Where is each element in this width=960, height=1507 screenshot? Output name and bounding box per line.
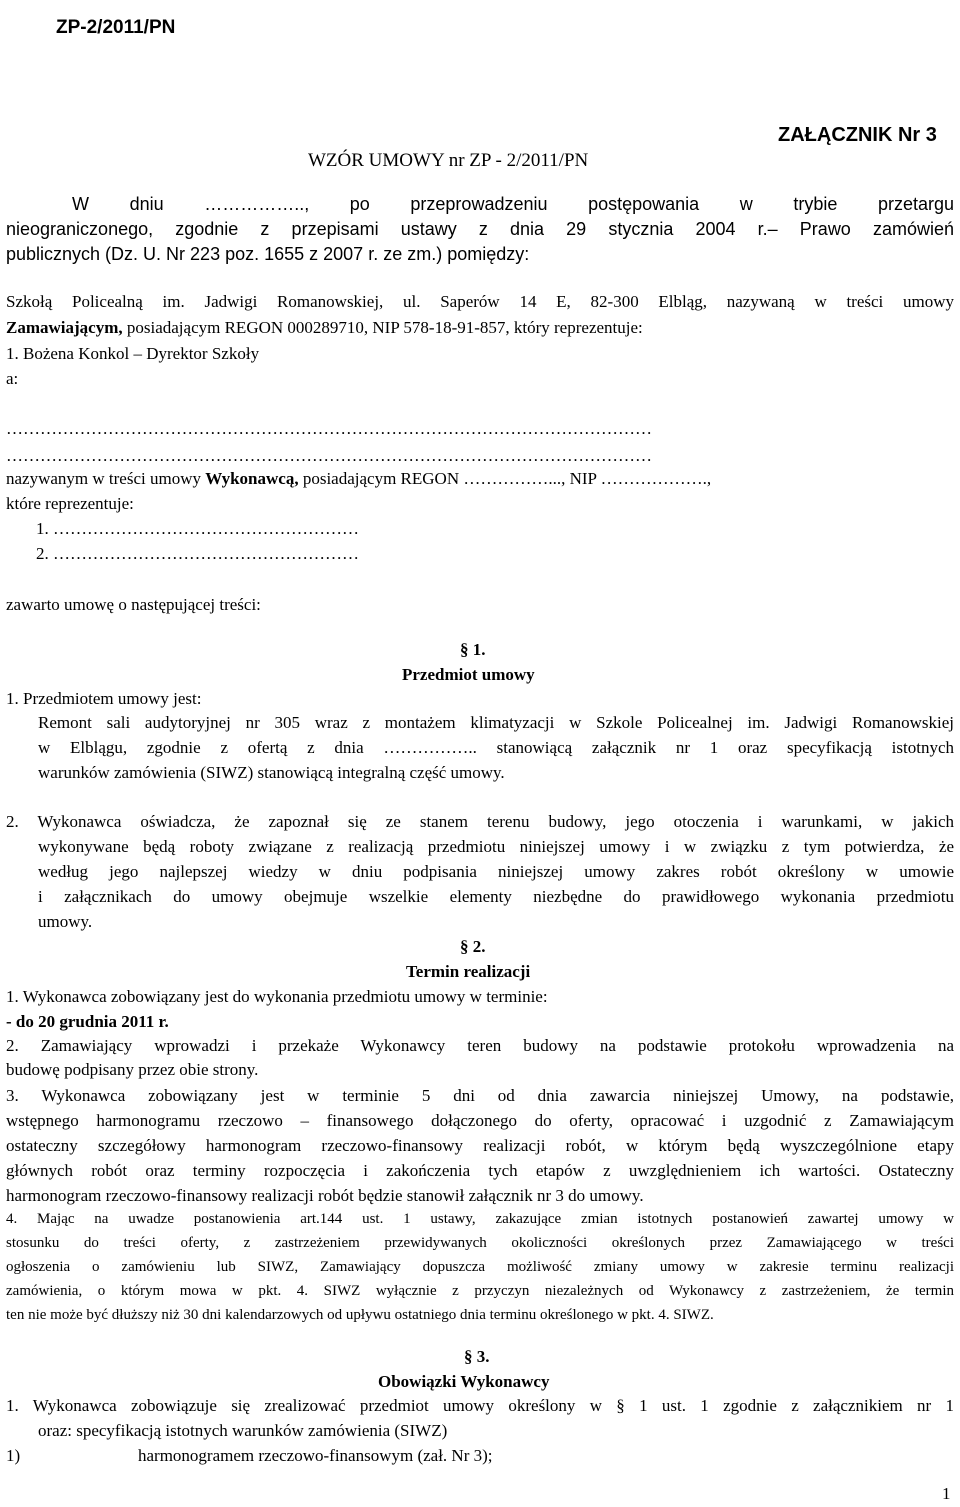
s3-item-number: 1) (6, 1446, 21, 1465)
contractor-bold: Wykonawcą, (205, 469, 299, 488)
school-line: Szkołą Policealną im. Jadwigi Romanowskiej, ul. Saperów 14 E, 82-300 Elbląg, nazywaną w treści umowy (6, 292, 954, 311)
page-number: 1 (942, 1484, 951, 1503)
employer-representative: 1. Bożena Konkol – Dyrektor Szkoły (6, 344, 260, 363)
s1-point-1-line-b: w Elblągu, zgodnie z ofertą z dnia …………….. stanowiącą załącznik nr 1 oraz specyfikacją istotnych (38, 738, 954, 757)
s3-point-1-line-b: oraz: specyfikacją istotnych warunków zamówienia (SIWZ) (38, 1421, 448, 1440)
contractor-pre: nazywanym w treści umowy (6, 469, 206, 488)
s2-point-1: 1. Wykonawca zobowiązany jest do wykonania przedmiotu umowy w terminie: (6, 987, 548, 1006)
employer-bold: Zamawiającym, (6, 318, 123, 337)
s2-point-3-line-e: harmonogram rzeczowo-finansowy realizacji robót będzie stanowił załącznik nr 3 do umowy. (6, 1186, 644, 1205)
s2-point-3-line-c: ostateczny szczegółowy harmonogram rzeczowo-finansowy realizacji robót, w którym będą wyszczególnione etapy (6, 1136, 954, 1155)
s1-point-2-line-c: według jego najlepszej wiedzy w dniu podpisania niniejszej umowy zakres robót określony w umowie (38, 862, 954, 881)
contractor-rep-1: 1. ……………………………………………… (36, 519, 359, 538)
contractor-dots-1: …………………………………………………………………………………………………… (6, 419, 652, 438)
s2-point-4-line-c: ogłoszenia o zamówieniu lub SIWZ, Zamawiający dopuszcza możliwość zmiany umowy w zakresie terminu realizacji (6, 1259, 954, 1275)
s1-point-2-line-b: wykonywane będą roboty związane z realizacją przedmiotu niniejszej umowy i w związku z tym potwierdza, że (38, 837, 954, 856)
intro-line-2: nieograniczonego, zgodnie z przepisami ustawy z dnia 29 stycznia 2004 r.– Prawo zamówień (6, 219, 954, 239)
intro-line-1: W dniu …………….., po przeprowadzeniu postępowania w trybie przetargu (72, 194, 954, 214)
s2-point-2-line-b: budowę podpisany przez obie strony. (6, 1060, 259, 1079)
s1-point-2-line-a: 2. Wykonawca oświadcza, że zapoznał się ze stanem terenu budowy, jego otoczenia i warunkami, w jakich (6, 812, 954, 831)
s2-point-3-line-a: 3. Wykonawca zobowiązany jest w terminie 5 dni od dnia zawarcia niniejszej Umowy, na podstawie, (6, 1086, 954, 1105)
s1-point-2-line-d: i załącznikach do umowy obejmuje wszelkie elementy niezbędne do prawidłowego wykonania przedmiotu (38, 887, 954, 906)
intro-line-3: publicznych (Dz. U. Nr 223 poz. 1655 z 2007 r. ze zm.) pomiędzy: (6, 244, 530, 264)
contractor-rep-2: 2. ……………………………………………… (36, 544, 359, 563)
contract-title: WZÓR UMOWY nr ZP - 2/2011/PN (308, 150, 589, 171)
s1-point-1-line-c: warunków zamówienia (SIWZ) stanowiącą integralną część umowy. (38, 763, 505, 782)
s2-point-3-line-d: głównych robót oraz terminy rozpoczęcia i zakończenia tych etapów z uwzględnieniem ich wartości. Ostateczny (6, 1161, 954, 1180)
s1-point-1: 1. Przedmiotem umowy jest: (6, 689, 202, 708)
s1-point-2-line-e: umowy. (38, 912, 93, 931)
document-id: ZP-2/2011/PN (56, 17, 176, 38)
contractor-line (6, 466, 711, 491)
employer-line (6, 315, 643, 340)
s2-point-4-line-b: stosunku do treści oferty, z zastrzeżeniem przewidywanych okoliczności określonych przez Zamawiającego w treści (6, 1235, 954, 1251)
s2-point-3-line-b: wstępnego harmonogramu rzeczowo – finansowego dołączonego do oferty, opracować i uzgodnić z Zamawiającym (6, 1111, 954, 1130)
annex-label: ZAŁĄCZNIK Nr 3 (778, 124, 937, 146)
section-3-title: Obowiązki Wykonawcy (378, 1372, 550, 1391)
section-2-number: § 2. (460, 937, 486, 956)
s2-point-4-line-d: zamówienia, o którym mowa w pkt. 4. SIWZ wyłącznie z przyczyn niezależnych od Wykonawcy z zastrzeżeniem, że termin (6, 1283, 954, 1299)
contractor-represented-by: które reprezentuje: (6, 494, 134, 513)
and-label: a: (6, 369, 19, 388)
s3-item-text: harmonogramem rzeczowo-finansowym (zał. Nr 3); (138, 1446, 493, 1465)
employer-rest: posiadającym REGON 000289710, NIP 578-18-91-857, który reprezentuje: (122, 318, 643, 337)
section-3-number: § 3. (464, 1347, 490, 1366)
concluded-line: zawarto umowę o następującej treści: (6, 595, 261, 614)
section-1-title: Przedmiot umowy (402, 665, 535, 684)
contractor-post: posiadającym REGON ……………..., NIP ………………., (298, 469, 712, 488)
contractor-dots-2: …………………………………………………………………………………………………… (6, 446, 652, 465)
s2-point-4-line-e: ten nie może być dłuższy niż 30 dni kalendarzowych od upływu ostatniego dnia terminu określonego w pkt. 4. SIWZ. (6, 1307, 714, 1323)
section-2-title: Termin realizacji (406, 962, 531, 981)
s2-deadline: - do 20 grudnia 2011 r. (6, 1012, 169, 1031)
s2-point-4-line-a: 4. Mając na uwadze postanowienia art.144 ust. 1 ustawy, zakazujące zmian istotnych postanowień zawartej umowy w (6, 1211, 954, 1227)
section-1-number: § 1. (460, 640, 486, 659)
s1-point-1-line-a: Remont sali audytoryjnej nr 305 wraz z montażem klimatyzacji w Szkole Policealnej im. Jadwigi Romanowskiej (38, 713, 954, 732)
s3-point-1-line-a: 1. Wykonawca zobowiązuje się zrealizować przedmiot umowy określony w § 1 ust. 1 zgodnie z załącznikiem nr 1 (6, 1396, 954, 1415)
s2-point-2-line-a: 2. Zamawiający wprowadzi i przekaże Wykonawcy teren budowy na podstawie protokołu wprowadzenia na (6, 1036, 954, 1055)
